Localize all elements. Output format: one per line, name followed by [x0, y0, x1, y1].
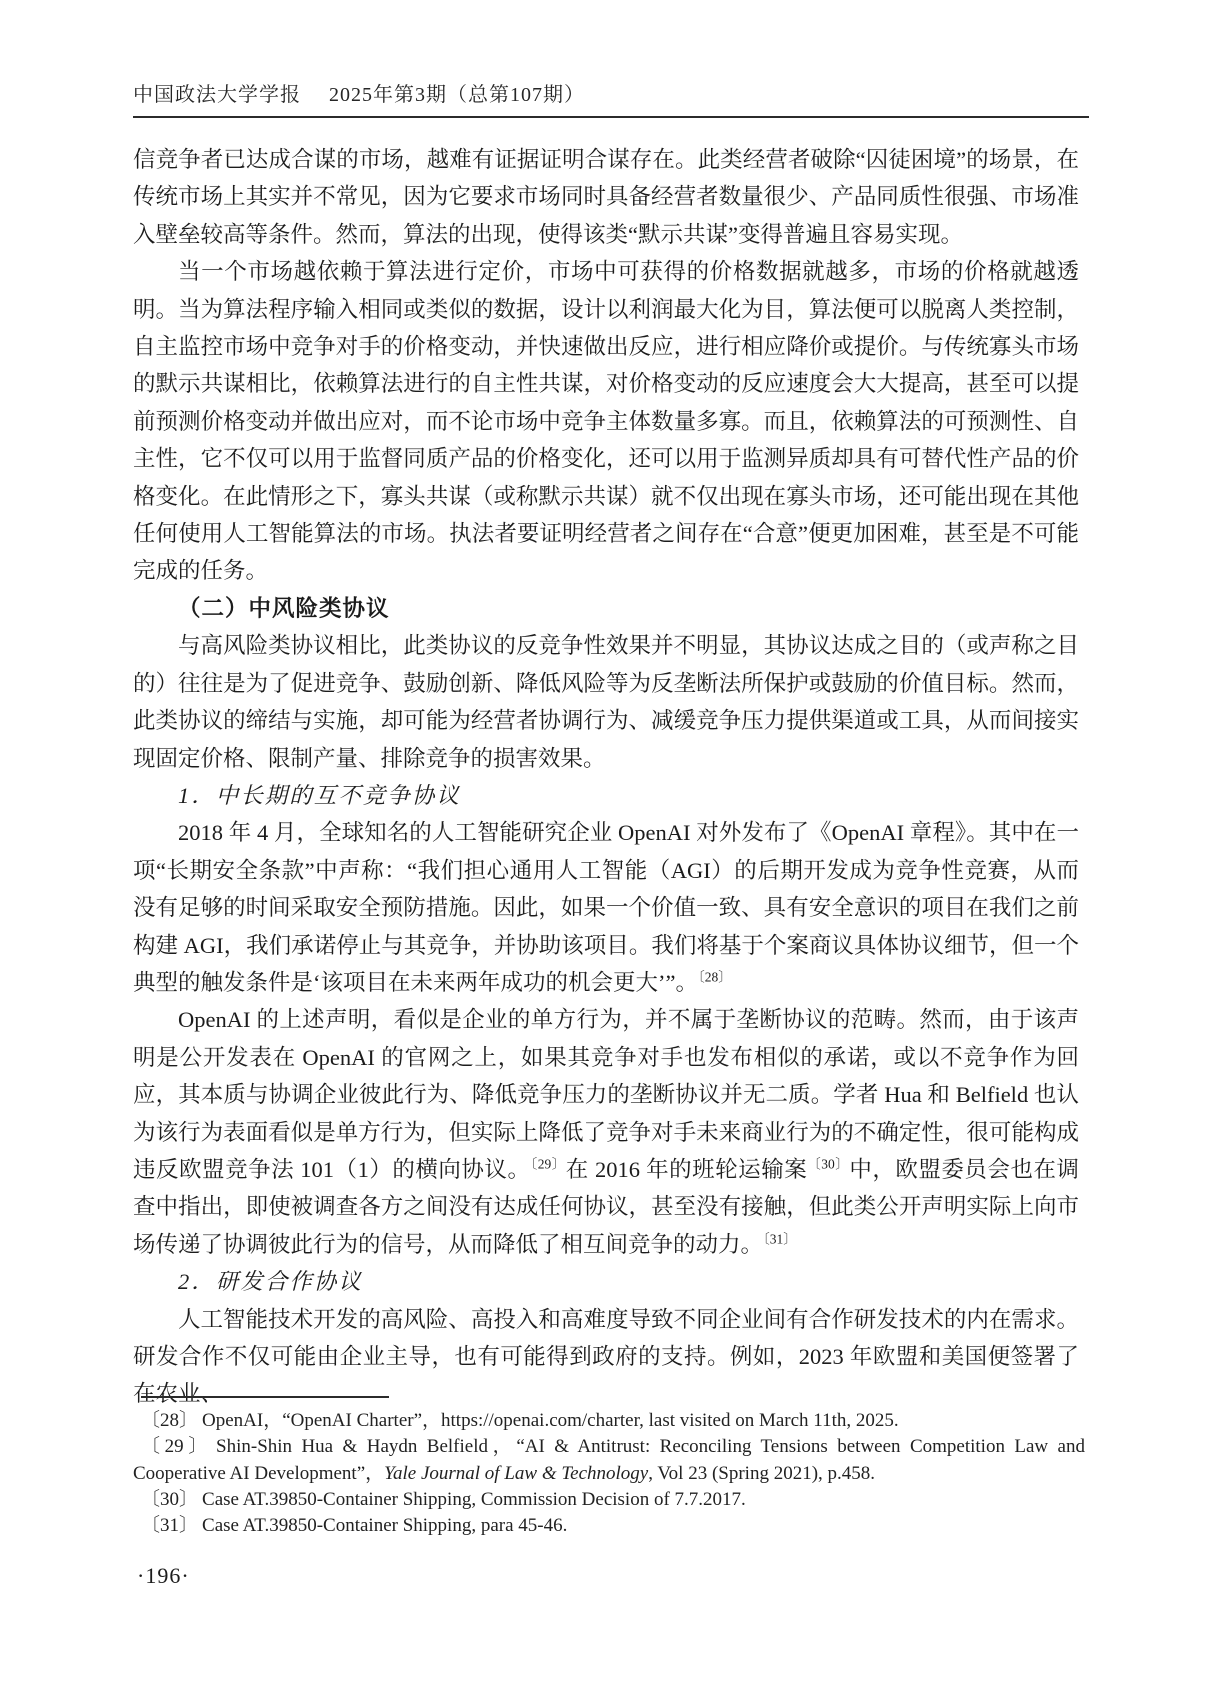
- body-paragraph: [133, 814, 1079, 1001]
- issue-info: 2025年第3期（总第107期）: [329, 84, 585, 106]
- body-paragraph: [133, 627, 1079, 777]
- sub-heading: [133, 777, 1079, 814]
- text-run: Shin-Shin Hua & Haydn Belfield，“AI & Antitrust: Reconciling Tensions between Competition Law and Cooperative AI Development”，: [133, 1436, 1085, 1484]
- article-body: [133, 141, 1079, 1413]
- text-run: （二）中风险类协议: [178, 595, 390, 621]
- footnote: [133, 1513, 1085, 1539]
- footnote-separator: [141, 1396, 389, 1398]
- italic-text: Yale Journal of Law & Technology: [384, 1462, 649, 1484]
- journal-title: 中国政法大学学报: [133, 84, 301, 106]
- footnote-ref: 〔29〕: [530, 1156, 566, 1172]
- header-rule: [133, 116, 1089, 118]
- footnote: [133, 1487, 1085, 1513]
- footnote-marker: 〔28〕: [141, 1410, 199, 1431]
- text-run: , Vol 23 (Spring 2021), p.458.: [648, 1462, 876, 1484]
- text-run: 当一个市场越依赖于算法进行定价，市场中可获得的价格数据就越多，市场的价格就越透明。当为算法程序输入相同或类似的数据，设计以利润最大化为目，算法便可以脱离人类控制，自主监控市场中竞争对手的价格变动，并快速做出反应，进行相应降价或提价。与传统寡头市场的默示共谋相比，依赖算法进行的自主性共谋，对价格变动的反应速度会大大提高，甚至可以提前预测价格变动并做出应对，而不论市场中竞争主体数量多寡。而且，依赖算法的可预测性、自主性，它不仅可以用于监督同质产品的价格变化，还可以用于监测异质却具有可替代性产品的价格变化。在此情形之下，寡头共谋（或称默示共谋）就不仅出现在寡头市场，还可能出现在其他任何使用人工智能算法的市场。执法者要证明经营者之间存在“合意”便更加困难，甚至是不可能完成的任务。: [133, 259, 1079, 584]
- text-run: 1．中长期的互不竞争协议: [178, 782, 461, 808]
- footnote: [133, 1408, 1085, 1434]
- text-run: 在 2016 年的班轮运输案: [565, 1156, 808, 1182]
- footnote-marker: 〔30〕: [141, 1488, 199, 1510]
- footnote: [133, 1434, 1085, 1487]
- text-run: Case AT.39850-Container Shipping, Commission Decision of 7.7.2017.: [202, 1488, 746, 1510]
- footnote-ref: 〔31〕: [763, 1231, 797, 1247]
- text-run: 2．研发合作协议: [178, 1269, 363, 1295]
- footnote-marker: 〔29〕: [141, 1436, 213, 1458]
- text-run: 信竞争者已达成合谋的市场，越难有证据证明合谋存在。此类经营者破除“囚徒困境”的场景，在传统市场上其实并不常见，因为它要求市场同时具备经营者数量很少、产品同质性很强、市场准入壁垒较高等条件。然而，算法的出现，使得该类“默示共谋”变得普遍且容易实现。: [133, 147, 1079, 247]
- running-head: [133, 78, 1089, 107]
- text-run: OpenAI 的上述声明，看似是企业的单方行为，并不属于垄断协议的范畴。然而，由于该声明是公开发表在 OpenAI 的官网之上，如果其竞争对手也发布相似的承诺，或以不竞争作为回应，其本质与协调企业彼此行为、降低竞争压力的垄断协议并无二质。学者 Hua 和 Belfield 也认为该行为表面看似是单方行为，但实际上降低了竞争对手未来商业行为的不确定性，很可能构成违反欧盟竞争法 101（1）的横向协议。: [133, 1007, 1079, 1182]
- footnote-ref: 〔30〕: [807, 1156, 850, 1172]
- text-run: 与高风险类协议相比，此类协议的反竞争性效果并不明显，其协议达成之目的（或声称之目的）往往是为了促进竞争、鼓励创新、降低风险等为反垄断法所保护或鼓励的价值目标。然而，此类协议的缔结与实施，却可能为经营者协调行为、减缓竞争压力提供渠道或工具，从而间接实现固定价格、限制产量、排除竞争的损害效果。: [133, 633, 1079, 771]
- text-run: 2018 年 4 月，全球知名的人工智能研究企业 OpenAI 对外发布了《OpenAI 章程》。其中在一项“长期安全条款”中声称：“我们担心通用人工智能（AGI）的后期开发成为竞争性竞赛，从而没有足够的时间采取安全预防措施。因此，如果一个价值一致、具有安全意识的项目在我们之前构建 AGI，我们承诺停止与其竞争，并协助该项目。我们将基于个案商议具体协议细节，但一个典型的触发条件是‘该项目在未来两年成功的机会更大’”。: [133, 820, 1079, 995]
- footnotes: [133, 1408, 1085, 1539]
- body-paragraph: [133, 141, 1079, 253]
- sub-heading: [133, 1263, 1079, 1300]
- footnote-ref: 〔28〕: [697, 969, 732, 985]
- section-heading: [133, 590, 1079, 627]
- body-paragraph: [133, 1001, 1079, 1263]
- page-number: ·196·: [137, 1563, 190, 1588]
- text-run: Case AT.39850-Container Shipping, para 45-46.: [202, 1515, 568, 1537]
- body-paragraph: [133, 253, 1079, 590]
- text-run: 中，欧盟委员会也在调查中指出，即使被调查各方之间没有达成任何协议，甚至没有接触，但此类公开声明实际上向市场传递了协调彼此行为的信号，从而降低了相互间竞争的动力。: [133, 1156, 1079, 1257]
- footnote-marker: 〔31〕: [141, 1515, 199, 1537]
- text-run: 人工智能技术开发的高风险、高投入和高难度导致不同企业间有合作研发技术的内在需求。研发合作不仅可能由企业主导，也有可能得到政府的支持。例如，2023 年欧盟和美国便签署了在农业、: [133, 1306, 1079, 1407]
- text-run: OpenAI，“OpenAI Charter”，https://openai.com/charter, last visited on March 11th, 2025.: [202, 1410, 899, 1431]
